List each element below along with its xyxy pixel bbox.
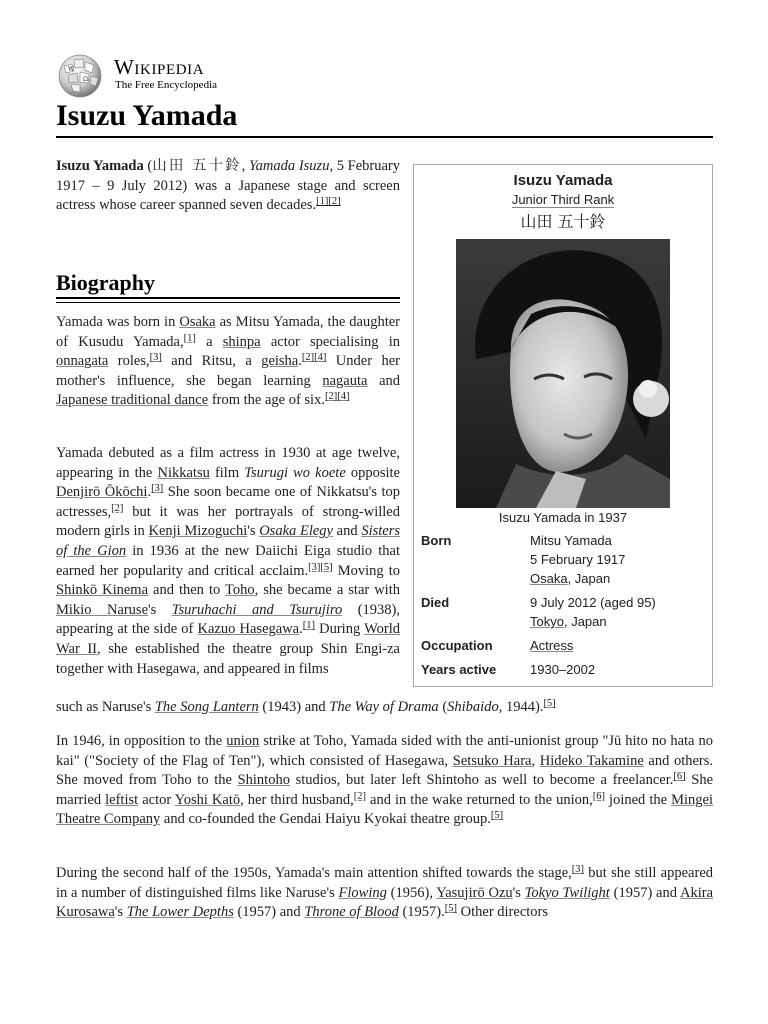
text-span: film bbox=[209, 464, 245, 481]
link-sisters-of-the-gion[interactable]: Sisters of the Gion bbox=[56, 523, 400, 559]
link-osaka-elegy[interactable]: Osaka Elegy bbox=[259, 523, 333, 540]
svg-text:Ω: Ω bbox=[83, 76, 88, 83]
ref-link[interactable]: [1] bbox=[183, 332, 196, 344]
text-span: but she still appeared in a number of distinguished films like Naruse's bbox=[56, 865, 714, 901]
link-nikkatsu[interactable]: Nikkatsu bbox=[157, 464, 210, 481]
text-span: and bbox=[332, 523, 362, 540]
birth-name: Mitsu Yamada bbox=[530, 533, 612, 548]
section-heading-biography: Biography bbox=[56, 270, 156, 295]
text-span: and others. She moved from Toho to the bbox=[56, 752, 714, 789]
link-shintoho[interactable]: Shintoho bbox=[237, 772, 290, 789]
link-yoshi-kato[interactable]: Yoshi Katō bbox=[174, 791, 241, 808]
text-span: She soon became one of Nikkatsu's top actresses, bbox=[56, 484, 400, 520]
birth-place: Osaka, Japan bbox=[530, 571, 611, 586]
section-divider-thin bbox=[56, 302, 400, 303]
text-span: 's bbox=[148, 601, 172, 618]
ref-link[interactable]: [2] bbox=[328, 196, 341, 208]
link-lower-depths[interactable]: The Lower Depths bbox=[126, 904, 234, 921]
text-span: . bbox=[299, 621, 303, 638]
text-span: (1956), bbox=[386, 884, 437, 901]
text-span: 's bbox=[114, 904, 127, 921]
link-mizoguchi[interactable]: Kenji Mizoguchi bbox=[148, 523, 248, 540]
text-span: , her third husband, bbox=[240, 791, 354, 808]
text-span: but it was her portrayals of strong-willed modern girls in bbox=[56, 503, 400, 540]
infobox-label: Born bbox=[421, 533, 452, 548]
infobox-native-name: 山田 五十鈴 bbox=[520, 212, 606, 231]
infobox-name: Isuzu Yamada bbox=[513, 172, 613, 189]
body-paragraph-4 bbox=[56, 864, 713, 923]
title-divider bbox=[56, 136, 713, 138]
link-hasegawa[interactable]: Kazuo Hasegawa bbox=[197, 621, 300, 638]
svg-text:W: W bbox=[68, 66, 75, 73]
infobox-rank-link[interactable]: Junior Third Rank bbox=[511, 192, 615, 207]
ref-link[interactable]: [2] bbox=[111, 502, 124, 514]
text-span: During bbox=[314, 621, 365, 638]
ref-link[interactable]: [3] bbox=[308, 561, 321, 573]
text-span: She married bbox=[56, 772, 714, 808]
text-span: Yamada debuted as a film actress in 1930 at age twelve, appearing in the bbox=[56, 445, 400, 481]
occupation-value bbox=[530, 636, 705, 655]
link-flowing[interactable]: Flowing bbox=[338, 884, 387, 901]
text-span: In 1946, in opposition to the bbox=[56, 733, 227, 749]
text-span: ( bbox=[438, 699, 448, 715]
ref-link[interactable]: [4] bbox=[337, 391, 350, 403]
link-kurosawa[interactable]: Akira Kurosawa bbox=[56, 884, 713, 921]
text-span: opposite bbox=[345, 464, 400, 481]
ref-link[interactable]: [2] bbox=[353, 790, 366, 802]
link-osaka[interactable]: Osaka bbox=[179, 314, 216, 330]
ref-link[interactable]: [3] bbox=[151, 483, 164, 495]
link-actress[interactable]: Actress bbox=[530, 638, 574, 653]
page-title: Isuzu Yamada bbox=[56, 99, 238, 132]
text-span: roles, bbox=[108, 353, 150, 370]
link-tokyo-twilight[interactable]: Tokyo Twilight bbox=[524, 884, 610, 901]
link-union[interactable]: union bbox=[226, 733, 260, 749]
lead-romaji: Yamada Isuzu bbox=[248, 158, 330, 174]
body-paragraph-3 bbox=[56, 732, 713, 830]
birth-date: 5 February 1917 bbox=[530, 552, 626, 567]
link-japanese-dance[interactable]: Japanese traditional dance bbox=[56, 392, 209, 409]
text-span: (1957) and bbox=[609, 884, 680, 901]
link-naruse[interactable]: Mikio Naruse bbox=[56, 601, 149, 618]
film-title: Tsurugi wo koete bbox=[244, 464, 346, 481]
text-span: actor specialising in bbox=[260, 333, 401, 350]
text-span: actor bbox=[138, 791, 175, 808]
ref-link[interactable]: [1] bbox=[316, 196, 329, 208]
wikipedia-wordmark[interactable]: Wikipedia bbox=[114, 55, 205, 79]
image-caption: Isuzu Yamada in 1937 bbox=[498, 510, 628, 525]
ref-link[interactable]: [3] bbox=[571, 864, 585, 875]
infobox-label: Died bbox=[421, 595, 450, 610]
ref-link[interactable]: [6] bbox=[673, 771, 686, 783]
text-span: , 1944). bbox=[498, 699, 544, 715]
infobox-value bbox=[530, 636, 705, 655]
link-toho[interactable]: Toho bbox=[224, 582, 255, 599]
text-span: as Mitsu Yamada, the daughter of Kusudu Yamada, bbox=[56, 314, 400, 350]
text-span: (1943) and bbox=[258, 699, 330, 715]
ref-link[interactable]: [5] bbox=[490, 810, 504, 822]
ref-link[interactable]: [2] bbox=[324, 391, 338, 403]
text-span: and then to bbox=[148, 582, 225, 599]
lead-native-name: 山田 五十鈴 bbox=[152, 158, 242, 174]
ref-link[interactable]: [5] bbox=[444, 903, 458, 915]
text-span: (1957). bbox=[398, 904, 445, 921]
infobox-value bbox=[530, 593, 705, 631]
link-geisha[interactable]: geisha bbox=[261, 353, 299, 370]
text-span: a bbox=[195, 333, 223, 350]
text-span: . bbox=[298, 353, 302, 370]
portrait-image bbox=[456, 239, 670, 508]
film-title: The Way of Drama bbox=[329, 699, 439, 715]
text-span: , she established the theatre group Shin Engi-za together with Hasegawa, and appeared in films bbox=[56, 640, 400, 677]
lead-bold-name: Isuzu Yamada bbox=[56, 158, 144, 174]
text-span: 's bbox=[512, 884, 525, 901]
body-paragraph-1 bbox=[56, 313, 400, 411]
text-span: , she became a star with bbox=[254, 582, 400, 599]
infobox-rank[interactable] bbox=[414, 192, 712, 208]
text-span: During the second half of the 1950s, Yamada's main attention shifted towards the stage, bbox=[56, 865, 572, 881]
link-osaka-infobox[interactable]: Osaka bbox=[530, 571, 568, 586]
infobox-label: Occupation bbox=[421, 638, 493, 653]
lead-text: , 5 February 1917 – 9 July 2012) was a Japanese stage and screen actress whose career spanned seven decades. bbox=[56, 158, 401, 214]
ref-link[interactable]: [6] bbox=[592, 790, 606, 802]
text-span: Other directors bbox=[457, 904, 549, 921]
site-header bbox=[56, 52, 356, 100]
lead-refs bbox=[316, 196, 341, 207]
text-span: and bbox=[367, 372, 401, 389]
text-span: Yamada was born in bbox=[56, 314, 180, 330]
link-mingei[interactable]: Mingei Theatre Company bbox=[56, 791, 713, 828]
death-place: Tokyo, Japan bbox=[530, 614, 607, 629]
text-span: in 1936 at the new Daiichi Eiga studio that earned her popularity and critical acclaim. bbox=[56, 542, 400, 579]
link-shinpa[interactable]: shinpa bbox=[222, 333, 261, 350]
link-world-war-ii[interactable]: World War II bbox=[56, 621, 400, 657]
text-span: (1938), appearing at the side of bbox=[56, 601, 400, 638]
ref-link[interactable]: [1] bbox=[302, 620, 315, 632]
text-span: such as Naruse's bbox=[56, 699, 155, 715]
ref-link[interactable]: [4] bbox=[314, 352, 327, 364]
text-span: strike at Toho, Yamada sided with the anti-unionist group "Jū hito no hata no kai" ("Society of the Flag of Ten"), which consisted of Hasegawa, bbox=[56, 733, 713, 769]
body-paragraph-2-tail bbox=[56, 698, 713, 718]
infobox bbox=[413, 164, 713, 687]
text-span: Moving to bbox=[332, 562, 400, 579]
ref-link[interactable]: [3] bbox=[149, 352, 162, 364]
ref-link[interactable]: [5] bbox=[543, 698, 556, 709]
ref-link[interactable]: [2] bbox=[301, 352, 315, 364]
link-throne-of-blood[interactable]: Throne of Blood bbox=[304, 904, 399, 921]
death-date: 9 July 2012 (aged 95) bbox=[530, 595, 656, 610]
infobox-value bbox=[530, 660, 705, 679]
text-span: from the age of six. bbox=[208, 392, 325, 409]
link-okochi[interactable]: Denjirō Ōkōchi bbox=[56, 484, 148, 501]
link-tokyo-infobox[interactable]: Tokyo bbox=[530, 614, 564, 629]
infobox-value bbox=[530, 531, 705, 588]
text-span: and Ritsu, a bbox=[161, 353, 262, 370]
link-ozu[interactable]: Yasujirō Ozu bbox=[436, 884, 513, 901]
link-shinko-kinema[interactable]: Shinkō Kinema bbox=[56, 582, 149, 599]
lead-paragraph: Isuzu Yamada (山田 五十鈴, Yamada Isuzu, 5 February 1917 – 9 July 2012) was a Japanese stage and screen actress whose career spanned seven decades.[1][2] bbox=[56, 158, 401, 214]
infobox-label: Years active bbox=[421, 662, 497, 677]
text-span: Under her mother's influence, she began learning bbox=[56, 353, 400, 389]
link-onnagata[interactable]: onnagata bbox=[56, 353, 109, 370]
link-leftist[interactable]: leftist bbox=[105, 791, 139, 808]
text-span: joined the bbox=[605, 791, 672, 808]
link-nagauta[interactable]: nagauta bbox=[322, 372, 368, 389]
text-span: . bbox=[147, 484, 152, 501]
years-active-value: 1930–2002 bbox=[530, 662, 596, 677]
text-span: and co-founded the Gendai Haiyu Kyokai theatre group. bbox=[160, 811, 491, 828]
film-title: Shibaido bbox=[447, 699, 499, 715]
wikipedia-tagline: The Free Encyclopedia bbox=[115, 79, 218, 91]
wikipedia-globe-icon[interactable] bbox=[56, 54, 104, 98]
text-span: , bbox=[531, 752, 540, 769]
link-hideko-takamine[interactable]: Hideko Takamine bbox=[539, 752, 644, 769]
ref-link[interactable]: [5] bbox=[320, 561, 333, 573]
text-span: and in the wake returned to the union, bbox=[365, 791, 593, 808]
link-song-lantern[interactable]: The Song Lantern bbox=[154, 699, 259, 715]
text-span: (1957) and bbox=[233, 904, 305, 921]
section-divider bbox=[56, 297, 400, 299]
text-span: 's bbox=[247, 523, 260, 540]
body-paragraph-2 bbox=[56, 444, 400, 679]
text-span: studios, but later left Shintoho as well to become a freelancer. bbox=[289, 772, 674, 789]
link-setsuko-hara[interactable]: Setsuko Hara bbox=[452, 752, 532, 769]
portrait-photo[interactable] bbox=[456, 239, 670, 508]
link-tsuruhachi[interactable]: Tsuruhachi and Tsurujiro bbox=[171, 601, 343, 618]
